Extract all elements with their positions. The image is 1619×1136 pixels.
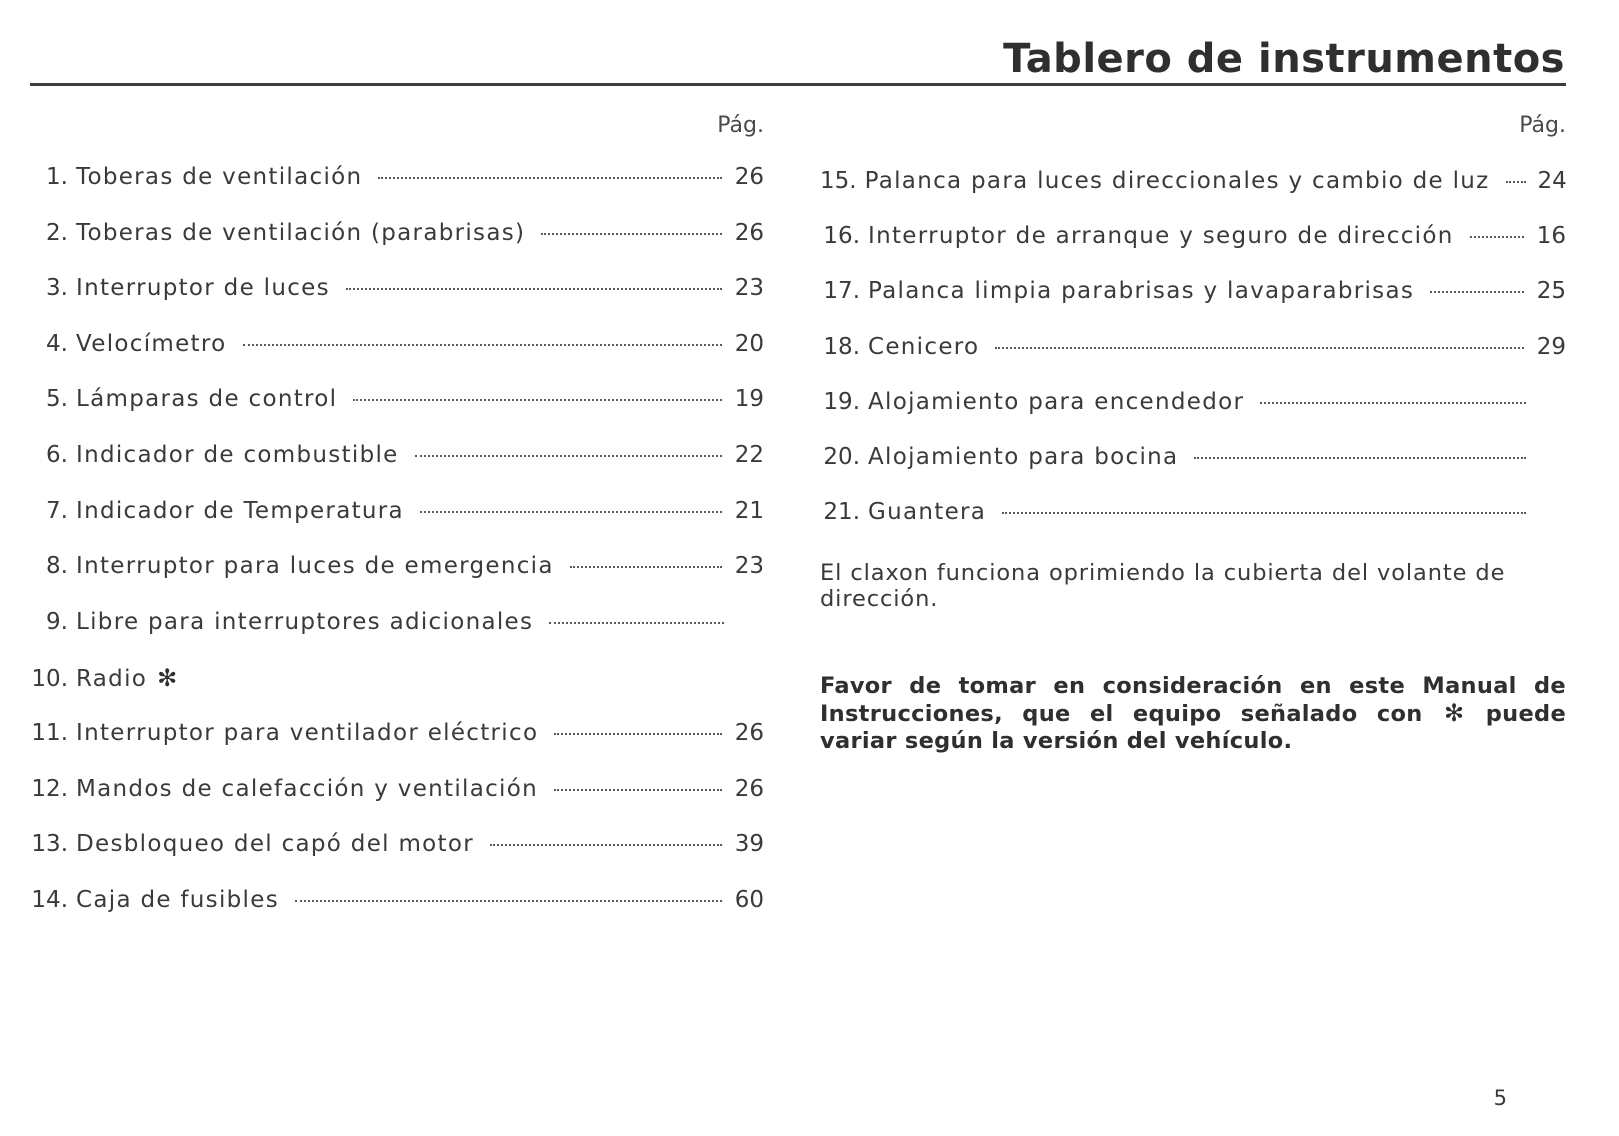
toc-entry-page: 23 (734, 553, 764, 580)
dot-leader (1260, 402, 1526, 404)
toc-entry-number: 1. (46, 164, 68, 190)
toc-entry-number: 8. (46, 553, 68, 580)
toc-entry-label: Palanca para luces direccionales y cambio de luz (864, 168, 1490, 194)
toc-entry (22, 720, 764, 776)
asterisk-icon: ✻ (157, 664, 178, 693)
dot-leader (1470, 236, 1524, 238)
toc-entry (22, 831, 764, 887)
dot-leader (420, 511, 722, 513)
toc-entry-label: Indicador de combustible (76, 441, 399, 468)
toc-entry-number: 12. (31, 775, 68, 802)
dot-leader (415, 455, 722, 457)
toc-entry-page: 16 (1536, 223, 1566, 250)
dot-leader (295, 900, 722, 902)
toc-entry (22, 164, 764, 220)
dot-leader (995, 347, 1524, 349)
toc-entry-label: Velocímetro (76, 330, 227, 357)
toc-entry-number: 5. (46, 386, 68, 413)
dot-leader (243, 344, 723, 346)
toc-entry (820, 168, 1566, 223)
toc-entry (22, 776, 764, 832)
toc-entry (22, 664, 764, 720)
toc-entry (22, 609, 764, 665)
toc-entry-label: Mandos de calefacción y ventilación (76, 775, 538, 802)
toc-entry-page: 19 (734, 386, 764, 413)
toc-list-left (22, 164, 764, 942)
toc-entry-number: 14. (31, 886, 68, 913)
toc-entry-label: Cenicero (868, 333, 980, 360)
dot-leader (554, 789, 722, 791)
notice-text-end: puede variar según la versión del vehículo. (820, 701, 1567, 754)
toc-entry (820, 334, 1566, 389)
toc-entry-label: Desbloqueo del capó del motor (76, 831, 474, 858)
dot-leader (346, 288, 722, 290)
toc-entry-page: 20 (734, 330, 764, 357)
toc-entry-number: 17. (823, 278, 860, 305)
toc-entry (22, 386, 764, 442)
toc-entry-number: 9. (46, 608, 68, 635)
page-title: Tablero de instrumentos (1003, 36, 1565, 82)
toc-entry (22, 220, 764, 276)
toc-entry-page: 26 (734, 164, 764, 190)
toc-entry (22, 553, 764, 609)
toc-entry-label: Lámparas de control (76, 386, 338, 413)
dot-leader (353, 399, 722, 401)
dot-leader (570, 566, 722, 568)
toc-entry-page: 26 (734, 219, 764, 246)
toc-entry-number: 6. (46, 441, 68, 468)
toc-entry-number: 2. (46, 219, 68, 246)
toc-entry-label: Toberas de ventilación (76, 164, 363, 190)
toc-entry-page: 29 (1536, 333, 1566, 360)
page-number: 5 (1493, 1086, 1507, 1110)
horn-note: El claxon funciona oprimiendo la cubierta del volante de dirección. (820, 560, 1506, 612)
toc-entry-number: 4. (46, 330, 68, 357)
toc-entry-page: 23 (734, 275, 764, 302)
dot-leader (378, 177, 722, 179)
toc-entry-page: 26 (734, 719, 764, 746)
toc-entry-page: 26 (734, 775, 764, 802)
toc-entry-label: Radio (76, 666, 148, 693)
notice-text-start: Favor de tomar en consideración en este Manual de Instrucciones, que el equipo señalado con (820, 673, 1566, 727)
dot-leader (1430, 291, 1524, 293)
toc-entry-label: Interruptor de arranque y seguro de dirección (868, 223, 1454, 250)
toc-entry-label: Palanca limpia parabrisas y lavaparabrisas (868, 278, 1415, 305)
toc-entry-number: 18. (823, 333, 860, 360)
toc-entry-label: Alojamiento para encendedor (868, 388, 1245, 415)
dot-leader (1194, 457, 1526, 459)
toc-entry-number: 19. (823, 388, 860, 415)
toc-entry-page: 21 (734, 497, 764, 524)
toc-entry-label: Interruptor para luces de emergencia (76, 553, 554, 580)
toc-entry-number: 20. (823, 443, 860, 470)
toc-entry (22, 331, 764, 387)
dot-leader (1506, 181, 1526, 183)
toc-entry-number: 7. (46, 497, 68, 524)
toc-entry-label: Guantera (868, 499, 987, 526)
page-column-header: Pág. (717, 113, 764, 138)
toc-entry-number: 10. (31, 666, 68, 693)
toc-entry-page: 22 (734, 441, 764, 468)
toc-entry-label: Interruptor de luces (76, 275, 330, 302)
toc-entry (820, 278, 1566, 333)
toc-entry (22, 498, 764, 554)
dot-leader (541, 233, 722, 235)
toc-entry-number: 21. (823, 499, 860, 526)
asterisk-icon: ✻ (1443, 699, 1465, 727)
toc-entry-label: Indicador de Temperatura (76, 497, 404, 524)
toc-entry-number: 15. (820, 168, 857, 194)
toc-entry (820, 223, 1566, 278)
toc-entry-page: 25 (1536, 278, 1566, 305)
dot-leader (490, 844, 722, 846)
toc-entry-number: 11. (31, 719, 68, 746)
toc-entry (820, 499, 1566, 554)
toc-entry (22, 887, 764, 943)
toc-entry (22, 442, 764, 498)
toc-list-right (820, 168, 1566, 554)
toc-entry-label: Interruptor para ventilador eléctrico (76, 719, 539, 746)
toc-entry-label: Toberas de ventilación (parabrisas) (76, 219, 526, 246)
dot-leader (549, 622, 724, 624)
toc-entry-page: 24 (1537, 168, 1567, 194)
toc-entry-number: 3. (46, 275, 68, 302)
toc-entry-label: Caja de fusibles (76, 886, 279, 913)
equipment-notice (820, 673, 1566, 755)
dot-leader (1002, 512, 1526, 514)
toc-entry-number: 13. (31, 831, 68, 858)
toc-entry-label: Libre para interruptores adicionales (76, 608, 534, 635)
toc-entry-page: 39 (734, 831, 764, 858)
toc-entry (820, 444, 1566, 499)
toc-entry-label: Alojamiento para bocina (868, 443, 1179, 470)
toc-entry-page: 60 (734, 886, 764, 913)
toc-entry-number: 16. (823, 223, 860, 250)
page-column-header: Pág. (1519, 113, 1566, 138)
title-rule (30, 83, 1566, 86)
dot-leader (554, 733, 722, 735)
toc-entry (820, 389, 1566, 444)
toc-entry (22, 275, 764, 331)
